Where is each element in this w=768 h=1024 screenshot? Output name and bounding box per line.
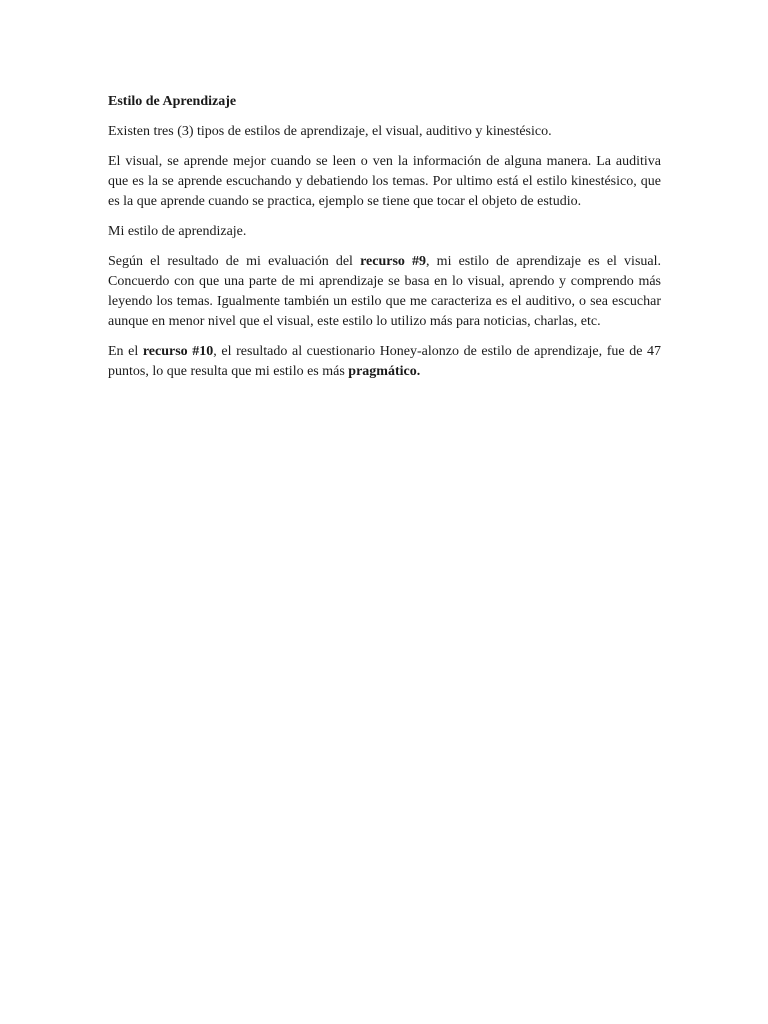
document-body (108, 92, 661, 392)
paragraph-recurso-9 (108, 252, 661, 332)
paragraph-descripcion: El visual, se aprende mejor cuando se leen o ven la información de alguna manera. La auditiva que es la se aprende escuchando y debatiendo los temas. Por ultimo está el estilo kinestésico, que es la que aprende cuando se practica, ejemplo se tiene que tocar el objeto de estudio. (108, 154, 661, 209)
paragraph-mi-estilo: Mi estilo de aprendizaje. (108, 224, 247, 239)
text-run: , mi estilo de aprendizaje es el visual. Concuerdo con que una parte de mi aprendizaje se basa en lo visual, aprendo y comprendo más leyendo los temas. Igualmente también un estilo que me caracteriza es el auditivo, o sea escuchar aunque en menor nivel que el visual, este estilo lo utilizo más para noticias, charlas, etc. (108, 254, 662, 329)
paragraph-tipos: Existen tres (3) tipos de estilos de aprendizaje, el visual, auditivo y kinestésico. (108, 124, 552, 139)
bold-recurso-10: recurso #10 (142, 344, 214, 359)
bold-pragmatico: pragmático. (348, 364, 421, 379)
document-title: Estilo de Aprendizaje (108, 94, 237, 109)
paragraph-recurso-10 (108, 342, 661, 382)
text-run: , el resultado al cuestionario Honey-alonzo de estilo de aprendizaje, fue de 47 puntos, lo que resulta que mi estilo es más (108, 344, 662, 379)
text-run: En el (108, 344, 143, 359)
bold-recurso-9: recurso #9 (360, 254, 427, 269)
text-run: Según el resultado de mi evaluación del (108, 254, 361, 269)
